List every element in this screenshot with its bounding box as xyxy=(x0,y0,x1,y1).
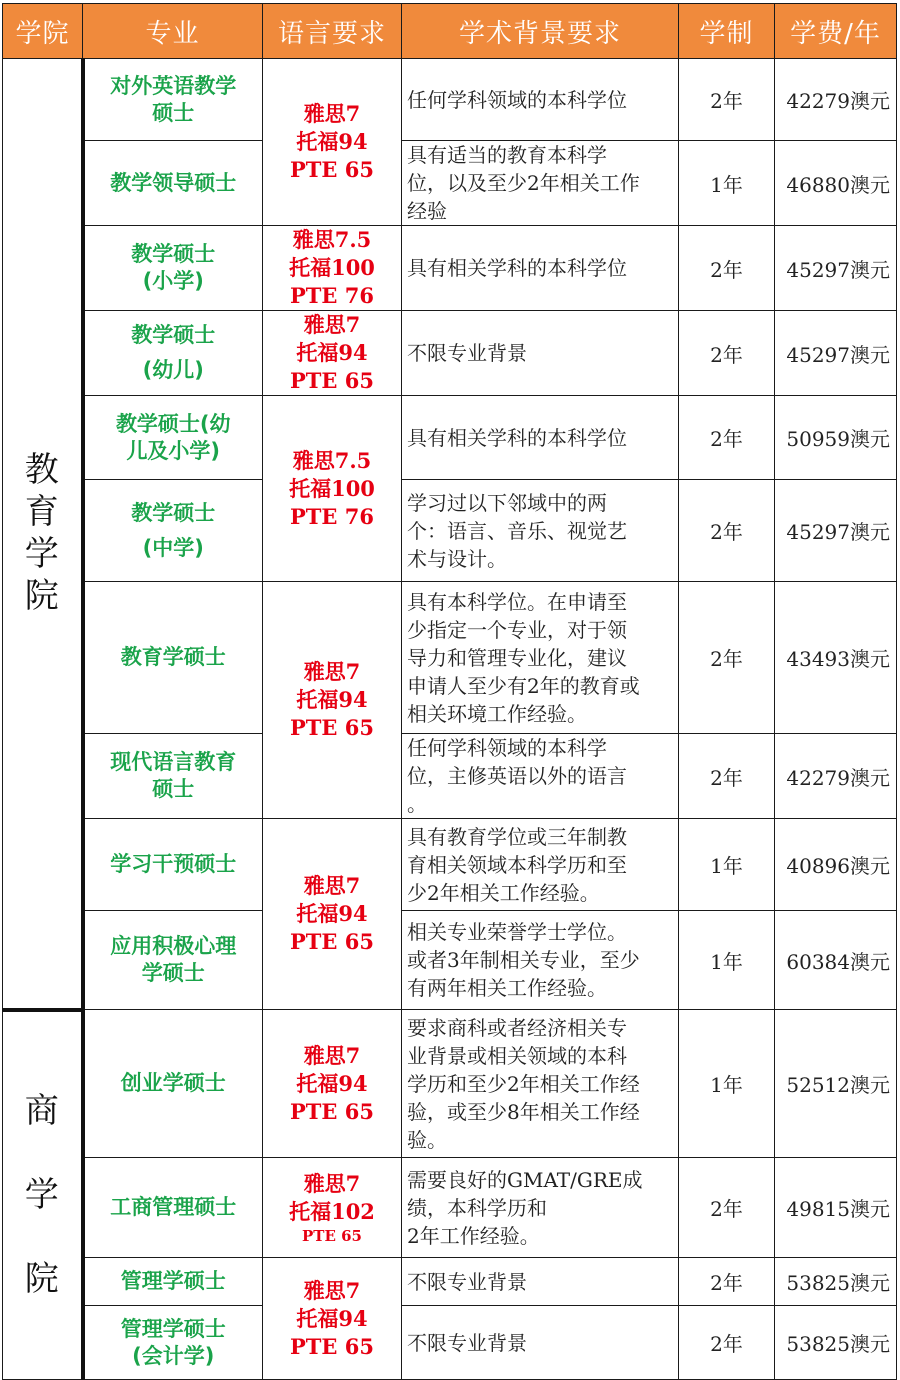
table-row xyxy=(3,582,897,734)
table-row xyxy=(3,734,897,819)
language-requirement: 雅思7 托福94 PTE 65 xyxy=(263,311,402,396)
academic-background: 不限专业背景 xyxy=(402,311,679,396)
table-row xyxy=(3,311,897,396)
major-name: 管理学硕士 xyxy=(83,1258,263,1306)
table-row xyxy=(3,1158,897,1258)
tuition-fee: 60384澳元 xyxy=(775,911,897,1010)
duration: 2年 xyxy=(679,480,775,582)
tuition-fee: 43493澳元 xyxy=(775,582,897,734)
academic-background: 具有适当的教育本科学 位，以及至少2年相关工作 经验 xyxy=(402,141,679,226)
language-requirement: 雅思7 托福94 PTE 65 xyxy=(263,59,402,226)
header-background: 学术背景要求 xyxy=(402,4,679,59)
academic-background: 需要良好的GMAT/GRE成 绩，本科学历和 2年工作经验。 xyxy=(402,1158,679,1258)
duration: 1年 xyxy=(679,819,775,911)
language-requirement: 雅思7 托福94 PTE 65 xyxy=(263,819,402,1010)
major-name: 教育学硕士 xyxy=(83,582,263,734)
academic-background: 具有相关学科的本科学位 xyxy=(402,396,679,480)
language-requirement: 雅思7 托福94 PTE 65 xyxy=(263,1258,402,1380)
duration: 2年 xyxy=(679,226,775,311)
duration: 1年 xyxy=(679,1010,775,1158)
major-name: 学习干预硕士 xyxy=(83,819,263,911)
tuition-fee: 46880澳元 xyxy=(775,141,897,226)
major-name: 教学领导硕士 xyxy=(83,141,263,226)
academic-background: 具有相关学科的本科学位 xyxy=(402,226,679,311)
language-requirement: 雅思7 托福94 PTE 65 xyxy=(263,582,402,819)
major-name: 教学硕士 (幼儿) xyxy=(83,311,263,396)
language-requirement: 雅思7.5 托福100 PTE 76 xyxy=(263,226,402,311)
table-row xyxy=(3,1306,897,1380)
tuition-fee: 45297澳元 xyxy=(775,311,897,396)
tuition-fee: 53825澳元 xyxy=(775,1258,897,1306)
table-row xyxy=(3,396,897,480)
language-requirement: 雅思7 托福94 PTE 65 xyxy=(263,1010,402,1158)
table-row xyxy=(3,819,897,911)
tuition-fee: 52512澳元 xyxy=(775,1010,897,1158)
duration: 1年 xyxy=(679,141,775,226)
table-row xyxy=(3,480,897,582)
school-education: 教 育 学 院 xyxy=(3,59,83,1010)
academic-background: 不限专业背景 xyxy=(402,1258,679,1306)
header-row xyxy=(3,4,897,59)
tuition-fee: 45297澳元 xyxy=(775,226,897,311)
tuition-fee: 49815澳元 xyxy=(775,1158,897,1258)
tuition-fee: 45297澳元 xyxy=(775,480,897,582)
duration: 2年 xyxy=(679,311,775,396)
tuition-fee: 50959澳元 xyxy=(775,396,897,480)
tuition-fee: 40896澳元 xyxy=(775,819,897,911)
major-name: 教学硕士(幼 儿及小学) xyxy=(83,396,263,480)
language-requirement: 雅思7.5 托福100 PTE 76 xyxy=(263,396,402,582)
table-row xyxy=(3,141,897,226)
table-row xyxy=(3,226,897,311)
table-row xyxy=(3,1010,897,1158)
school-business: 商 学 院 xyxy=(3,1010,83,1380)
header-school: 学院 xyxy=(3,4,83,59)
duration: 2年 xyxy=(679,1306,775,1380)
tuition-fee: 53825澳元 xyxy=(775,1306,897,1380)
table-row xyxy=(3,59,897,141)
header-duration: 学制 xyxy=(679,4,775,59)
major-name: 管理学硕士 (会计学) xyxy=(83,1306,263,1380)
duration: 2年 xyxy=(679,734,775,819)
academic-background: 具有本科学位。在申请至 少指定一个专业，对于领 导力和管理专业化，建议 申请人至少有2年的教育或 相关环境工作经验。 xyxy=(402,582,679,734)
major-name: 创业学硕士 xyxy=(83,1010,263,1158)
major-name: 教学硕士 (小学) xyxy=(83,226,263,311)
major-name: 对外英语教学 硕士 xyxy=(83,59,263,141)
duration: 2年 xyxy=(679,1158,775,1258)
academic-background: 要求商科或者经济相关专 业背景或相关领域的本科 学历和至少2年相关工作经 验，或至少8年相关工作经 验。 xyxy=(402,1010,679,1158)
major-name: 应用积极心理 学硕士 xyxy=(83,911,263,1010)
table-row xyxy=(3,911,897,1010)
header-fee: 学费/年 xyxy=(775,4,897,59)
duration: 2年 xyxy=(679,396,775,480)
duration: 2年 xyxy=(679,582,775,734)
header-major: 专业 xyxy=(83,4,263,59)
program-table xyxy=(2,3,897,1380)
academic-background: 相关专业荣誉学士学位。 或者3年制相关专业，至少 有两年相关工作经验。 xyxy=(402,911,679,1010)
academic-background: 任何学科领域的本科学位 xyxy=(402,59,679,141)
duration: 2年 xyxy=(679,59,775,141)
table-row xyxy=(3,1258,897,1306)
duration: 2年 xyxy=(679,1258,775,1306)
academic-background: 具有教育学位或三年制教 育相关领域本科学历和至 少2年相关工作经验。 xyxy=(402,819,679,911)
major-name: 现代语言教育 硕士 xyxy=(83,734,263,819)
language-requirement: 雅思7 托福102 PTE 65 xyxy=(263,1158,402,1258)
academic-background: 学习过以下邻域中的两 个：语言、音乐、视觉艺 术与设计。 xyxy=(402,480,679,582)
header-language: 语言要求 xyxy=(263,4,402,59)
duration: 1年 xyxy=(679,911,775,1010)
major-name: 工商管理硕士 xyxy=(83,1158,263,1258)
academic-background: 不限专业背景 xyxy=(402,1306,679,1380)
major-name: 教学硕士 (中学) xyxy=(83,480,263,582)
tuition-fee: 42279澳元 xyxy=(775,734,897,819)
tuition-fee: 42279澳元 xyxy=(775,59,897,141)
academic-background: 任何学科领域的本科学 位，主修英语以外的语言 。 xyxy=(402,734,679,819)
